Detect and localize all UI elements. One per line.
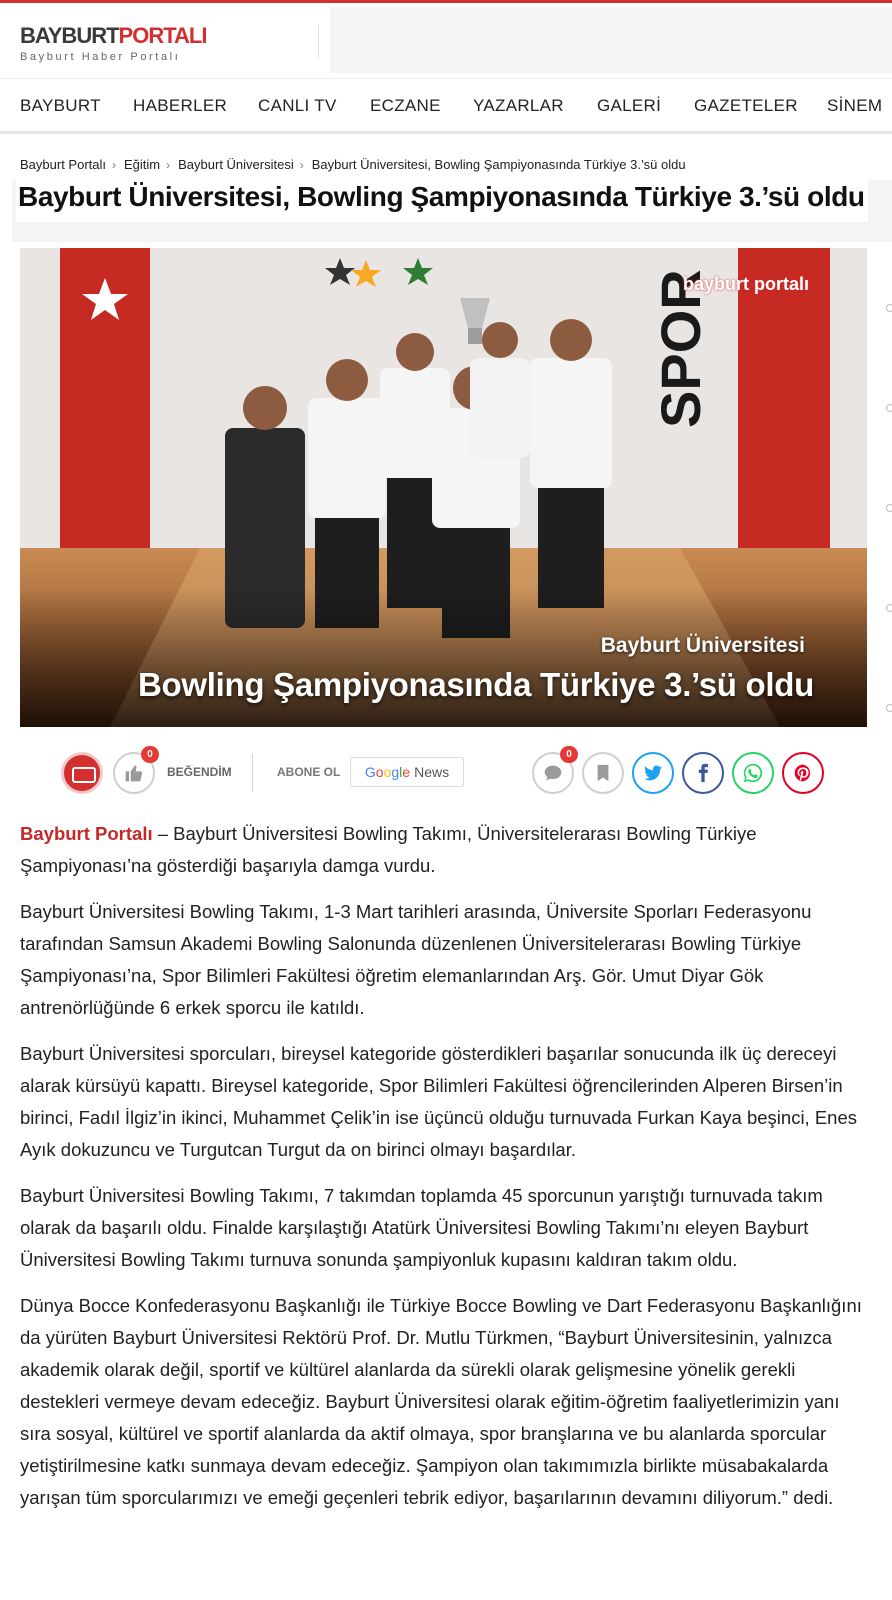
nav-item-sinema[interactable]: SİNEM — [827, 96, 883, 115]
header-ad-slot — [330, 7, 892, 73]
header-divider — [318, 25, 319, 59]
site-logo[interactable] — [20, 25, 206, 63]
breadcrumb-bayburt-universitesi[interactable]: Bayburt Üniversitesi — [178, 157, 294, 172]
nav-item-eczane[interactable]: ECZANE — [370, 96, 441, 115]
subscribe-label: ABONE OL — [277, 765, 341, 779]
share-bar — [0, 748, 892, 798]
breadcrumb-home[interactable]: Bayburt Portalı — [20, 157, 106, 172]
facebook-share-button[interactable] — [682, 752, 724, 794]
hero-caption-line2: Bowling Şampiyonasında Türkiye 3.’sü oldu — [138, 666, 814, 703]
lead-brand-link[interactable]: Bayburt Portalı — [20, 823, 153, 844]
chevron-right-icon: › — [166, 158, 171, 172]
breadcrumb-egitim[interactable]: Eğitim — [124, 157, 161, 172]
side-nav-dot[interactable] — [886, 604, 892, 612]
side-nav-dot[interactable] — [886, 704, 892, 712]
nav-item-haberler[interactable]: HABERLER — [133, 96, 228, 115]
hero-watermark: bayburt portalı — [682, 274, 809, 294]
share-divider — [252, 754, 253, 792]
nav-item-gazeteler[interactable]: GAZETELER — [694, 96, 798, 115]
article-paragraph: Bayburt Üniversitesi Bowling Takımı, 7 takımdan toplamda 45 sporcunun yarıştığı turnuvada takım olarak da başarılı oldu. Finalde karşılaştığı Atatürk Üniversitesi Bowling Takımı’nı eleyen Bayburt Üniversitesi Bowling Takımı turnuva sonunda şampiyonluk kupasını kaldıran takım oldu. — [20, 1185, 823, 1270]
breadcrumb-current: Bayburt Üniversitesi, Bowling Şampiyonasında Türkiye 3.’sü oldu — [311, 157, 686, 172]
thumbs-up-icon — [124, 763, 144, 783]
article-body — [20, 818, 870, 1528]
article-paragraph: Bayburt Üniversitesi Bowling Takımı, 1-3 Mart tarihleri arasında, Üniversite Sporları Federasyonu tarafından Samsun Akademi Bowling Salonunda düzenlenen Üniversitelerarası Bowling Türkiye Şampiyonası’na, Spor Bilimleri Fakültesi öğretim elemanlarından Arş. Gör. Umut Diyar Gök antrenörlüğünde 6 erkek sporcu ile katıldı. — [20, 901, 812, 1018]
breadcrumb — [20, 157, 686, 172]
side-nav-dot[interactable] — [886, 404, 892, 412]
chevron-right-icon: › — [299, 158, 304, 172]
bookmark-icon — [595, 764, 611, 782]
like-label[interactable]: BEĞENDİM — [167, 765, 232, 779]
comment-count-badge: 0 — [560, 746, 578, 763]
logo-part2: PORTALI — [118, 23, 207, 48]
page-title: Bayburt Üniversitesi, Bowling Şampiyonasında Türkiye 3.’sü oldu — [18, 181, 865, 212]
facebook-icon — [693, 762, 713, 784]
chevron-right-icon: › — [112, 158, 116, 172]
side-nav-dot[interactable] — [886, 504, 892, 512]
hero-image — [20, 248, 867, 727]
nav-item-bayburt[interactable]: BAYBURT — [20, 96, 101, 115]
comment-icon — [543, 763, 563, 783]
logo-part1: BAYBURT — [20, 23, 119, 48]
site-badge-icon[interactable] — [61, 752, 103, 794]
lead-text: – Bayburt Üniversitesi Bowling Takımı, Üniversitelerarası Bowling Türkiye Şampiyonası’na gösterdiği başarıyla damga vurdu. — [20, 823, 757, 876]
article-lead — [20, 818, 870, 882]
whatsapp-share-button[interactable] — [732, 752, 774, 794]
logo-wordmark — [20, 25, 206, 47]
google-news-logo: Google — [364, 764, 411, 780]
svg-text:SPOR: SPOR — [649, 269, 712, 428]
pinterest-share-button[interactable] — [782, 752, 824, 794]
comment-button[interactable] — [532, 749, 574, 794]
main-nav — [0, 78, 892, 134]
like-button[interactable] — [113, 749, 155, 794]
twitter-share-button[interactable] — [632, 752, 674, 794]
nav-item-galeri[interactable]: GALERİ — [597, 96, 662, 115]
hero-caption-line1: Bayburt Üniversitesi — [600, 634, 805, 657]
google-news-label: News — [414, 764, 450, 780]
whatsapp-icon — [742, 762, 764, 784]
like-count-badge: 0 — [141, 746, 159, 763]
logo-tagline: Bayburt Haber Portalı — [20, 51, 181, 63]
bookmark-button[interactable] — [582, 752, 624, 794]
nav-item-yazarlar[interactable]: YAZARLAR — [473, 96, 564, 115]
article-paragraph: Bayburt Üniversitesi sporcuları, bireysel kategoride gösterdikleri başarılar sonucunda ilk üç dereceyi alarak kürsüyü kapattı. Bireysel kategoride, Spor Bilimleri Fakültesi öğrencilerinden Alperen Birsen’in birinci, Fadıl İlgiz’in ikinci, Muhammet Çelik’in ise üçüncü olduğu turnuvada Furkan Kaya beşinci, Enes Ayık dokuzuncu ve Turgutcan Turgut da on birinci olmayı başardılar. — [20, 1043, 858, 1160]
pinterest-icon — [793, 762, 813, 784]
nav-item-canli-tv[interactable]: CANLI TV — [258, 96, 337, 115]
google-news-button[interactable] — [350, 757, 464, 787]
article-paragraph: Dünya Bocce Konfederasyonu Başkanlığı ile Türkiye Bocce Bowling ve Dart Federasyonu Başkanlığını da yürüten Bayburt Üniversitesi Rektörü Prof. Dr. Mutlu Türkmen, “Bayburt Üniversitesinin, yalnızca akademik olarak değil, sportif ve kültürel alanlarda da sürekli olarak gelişmesine yönelik gerekli destekleri vermeye devam edeceğiz. Bayburt Üniversitesi olarak eğitim-öğretim faaliyetlerimizin yanı sıra sosyal, kültürel ve sportif alanlarda da aktif olmaya, spor branşlarına ve bu alanlarda sporcular yetiştirilmesine katkı sunmaya devam edeceğiz. Şampiyon olan takımımızla birlikte müsabakalarda yarışan tüm sporcularımızı ve emeği geçenleri tebrik ediyor, başarılarının devamını diliyorum.” dedi. — [20, 1295, 862, 1508]
side-nav-dot[interactable] — [886, 304, 892, 312]
twitter-icon — [642, 762, 664, 784]
site-header — [0, 3, 892, 78]
